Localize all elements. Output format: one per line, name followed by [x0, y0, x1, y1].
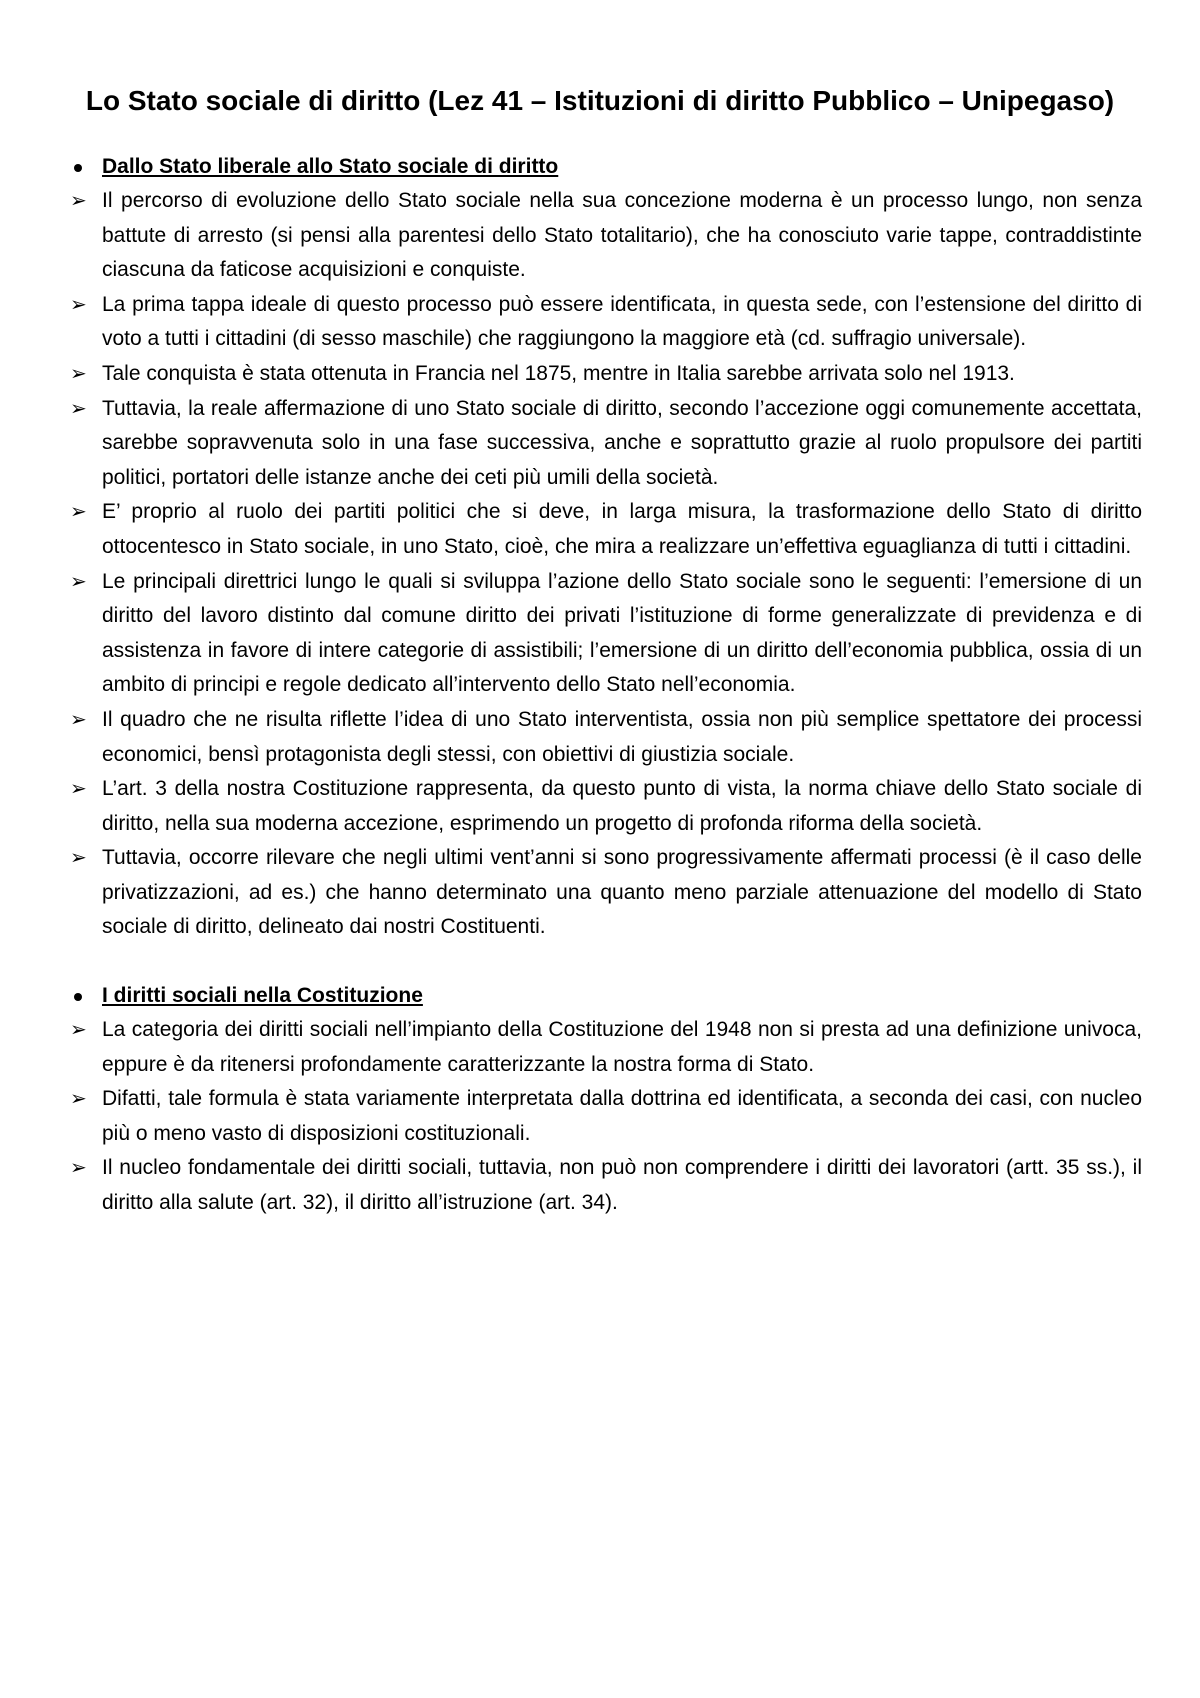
section-heading-text: I diritti sociali nella Costituzione: [102, 984, 423, 1008]
arrow-bullet-icon: ➢: [70, 847, 87, 870]
list-item: ➢ La categoria dei diritti sociali nell’impianto della Costituzione del 1948 non si presta ad una definizione univoca, eppure è da ritenersi profondamente caratterizzante la nostra forma di Stato.: [102, 1013, 1142, 1082]
list-item: ➢ E’ proprio al ruolo dei partiti politici che si deve, in larga misura, la trasformazione dello Stato di diritto ottocentesco in Stato sociale, in uno Stato, cioè, che mira a realizzare un’effettiva eguaglianza di tutti i cittadini.: [102, 495, 1142, 564]
bullet-dot-icon: [74, 993, 82, 1001]
arrow-bullet-icon: ➢: [70, 1157, 87, 1180]
list-item: ➢ Tuttavia, occorre rilevare che negli ultimi vent’anni si sono progressivamente affermati processi (è il caso delle privatizzazioni, ad es.) che hanno determinato una quanto meno parziale attenuazione del modello di Stato sociale di diritto, delineato dai nostri Costituenti.: [102, 841, 1142, 945]
arrow-bullet-icon: ➢: [70, 570, 87, 593]
section-heading-text: Dallo Stato liberale allo Stato sociale di diritto: [102, 155, 559, 178]
bullet-list: [70, 184, 1142, 945]
arrow-bullet-icon: ➢: [70, 708, 87, 731]
list-item: ➢ Il quadro che ne risulta riflette l’idea di uno Stato interventista, ossia non più semplice spettatore dei processi economici, bensì protagonista degli stessi, con obiettivi di giustizia sociale.: [102, 703, 1142, 772]
arrow-bullet-icon: ➢: [70, 293, 87, 316]
section-heading: [72, 979, 1142, 1013]
arrow-bullet-icon: ➢: [70, 501, 87, 524]
section-2: [70, 979, 1142, 1221]
list-item: ➢ Il nucleo fondamentale dei diritti sociali, tuttavia, non può non comprendere i diritti dei lavoratori (artt. 35 ss.), il diritto alla salute (art. 32), il diritto all’istruzione (art. 34).: [102, 1151, 1142, 1220]
page-title: Lo Stato sociale di diritto (Lez 41 – Istituzioni di diritto Pubblico – Unipegaso): [85, 85, 1115, 116]
bullet-list: [70, 1013, 1142, 1221]
list-item: ➢ La prima tappa ideale di questo processo può essere identificata, in questa sede, con l’estensione del diritto di voto a tutti i cittadini (di sesso maschile) che raggiungono la maggiore età (cd. suffragio universale).: [102, 288, 1142, 357]
section-1: [70, 150, 1142, 945]
list-item: ➢ Tale conquista è stata ottenuta in Francia nel 1875, mentre in Italia sarebbe arrivata solo nel 1913.: [102, 357, 1142, 392]
section-heading: [72, 150, 1142, 184]
list-item: ➢ L’art. 3 della nostra Costituzione rappresenta, da questo punto di vista, la norma chiave dello Stato sociale di diritto, nella sua moderna accezione, esprimendo un progetto di profonda riforma della società.: [102, 772, 1142, 841]
arrow-bullet-icon: ➢: [70, 397, 87, 420]
list-item: ➢ Il percorso di evoluzione dello Stato sociale nella sua concezione moderna è un processo lungo, non senza battute di arresto (si pensi alla parentesi dello Stato totalitario), che ha conosciuto varie tappe, contraddistinte ciascuna da faticose acquisizioni e conquiste.: [102, 184, 1142, 288]
list-item: ➢ Difatti, tale formula è stata variamente interpretata dalla dottrina ed identificata, a seconda dei casi, con nucleo più o meno vasto di disposizioni costituzionali.: [102, 1082, 1142, 1151]
bullet-dot-icon: [74, 164, 82, 172]
arrow-bullet-icon: ➢: [70, 778, 87, 801]
arrow-bullet-icon: ➢: [70, 362, 87, 385]
arrow-bullet-icon: ➢: [70, 1019, 87, 1042]
list-item: ➢ Le principali direttrici lungo le quali si sviluppa l’azione dello Stato sociale sono le seguenti: l’emersione di un diritto del lavoro distinto dal comune diritto dei privati l’istituzione di forme generalizzate di previdenza e di assistenza in favore di intere categorie di assistibili; l’emersione di un diritto dell’economia pubblica, ossia di un ambito di principi e regole dedicato all’intervento dello Stato nell’economia.: [102, 565, 1142, 703]
arrow-bullet-icon: ➢: [70, 1088, 87, 1111]
arrow-bullet-icon: ➢: [70, 190, 87, 212]
list-item: ➢ Tuttavia, la reale affermazione di uno Stato sociale di diritto, secondo l’accezione oggi comunemente accettata, sarebbe sopravvenuta solo in una fase successiva, anche e soprattutto grazie al ruolo propulsore dei partiti politici, portatori delle istanze anche dei ceti più umili della società.: [102, 392, 1142, 496]
